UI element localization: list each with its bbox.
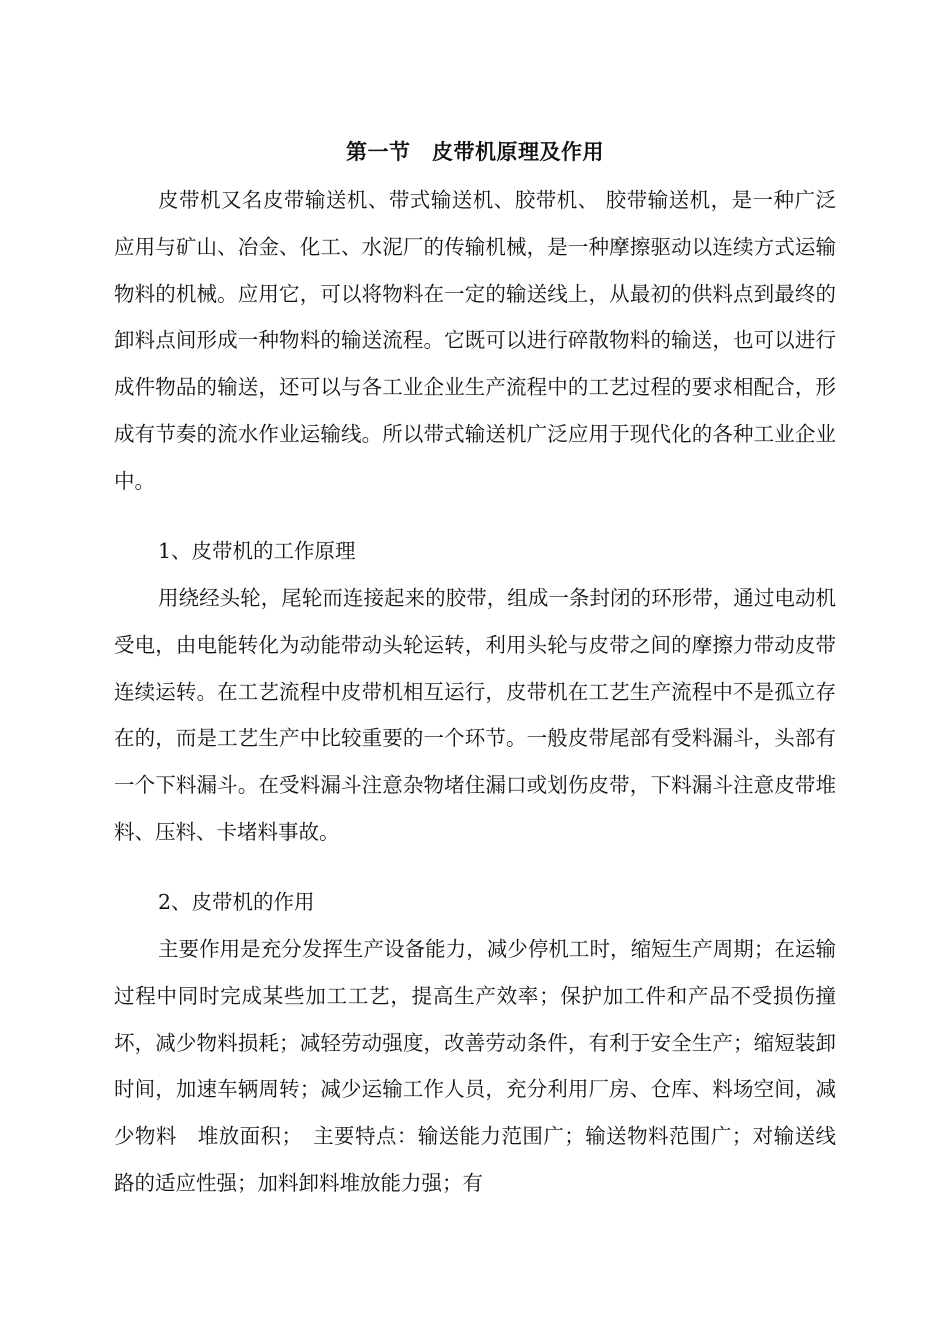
subheading-function: 2、皮带机的作用 bbox=[158, 890, 315, 914]
function-paragraph: 主要作用是充分发挥生产设备能力，减少停机工时，缩短生产周期；在运输过程中同时完成某些加工工艺，提高生产效率；保护加工件和产品不受损伤撞坏，减少物料损耗；减轻劳动强度，改善劳动条件，有利于安全生产；缩短装卸时间，加速车辆周转；减少运输工作人员，充分利用厂房、仓库、料场空间，减少物料 堆放面积； 主要特点：输送能力范围广；输送物料范围广；对输送线路的适应性强；加料卸料堆放能力强；有 bbox=[114, 937, 836, 1195]
principle-paragraph: 用绕经头轮，尾轮而连接起来的胶带，组成一条封闭的环形带，通过电动机受电，由电能转化为动能带动头轮运转，利用头轮与皮带之间的摩擦力带动皮带连续运转。在工艺流程中皮带机相互运行，皮带机在工艺生产流程中不是孤立存在的，而是工艺生产中比较重要的一个环节。一般皮带尾部有受料漏斗，头部有一个下料漏斗。在受料漏斗注意杂物堵住漏口或划伤皮带，下料漏斗注意皮带堆料、压料、卡堵料事故。 bbox=[114, 586, 836, 844]
section-title: 第一节 皮带机原理及作用 bbox=[346, 139, 604, 164]
intro-paragraph: 皮带机又名皮带输送机、带式输送机、胶带机、 胶带输送机，是一种广泛应用与矿山、冶金、化工、水泥厂的传输机械，是一种摩擦驱动以连续方式运输物料的机械。应用它，可以将物料在一定的输送线上，从最初的供料点到最终的卸料点间形成一种物料的输送流程。它既可以进行碎散物料的输送，也可以进行成件物品的输送，还可以与各工业企业生产流程中的工艺过程的要求相配合，形成有节奏的流水作业运输线。所以带式输送机广泛应用于现代化的各种工业企业中。 bbox=[114, 188, 836, 493]
subheading-working-principle: 1、皮带机的工作原理 bbox=[158, 539, 356, 563]
